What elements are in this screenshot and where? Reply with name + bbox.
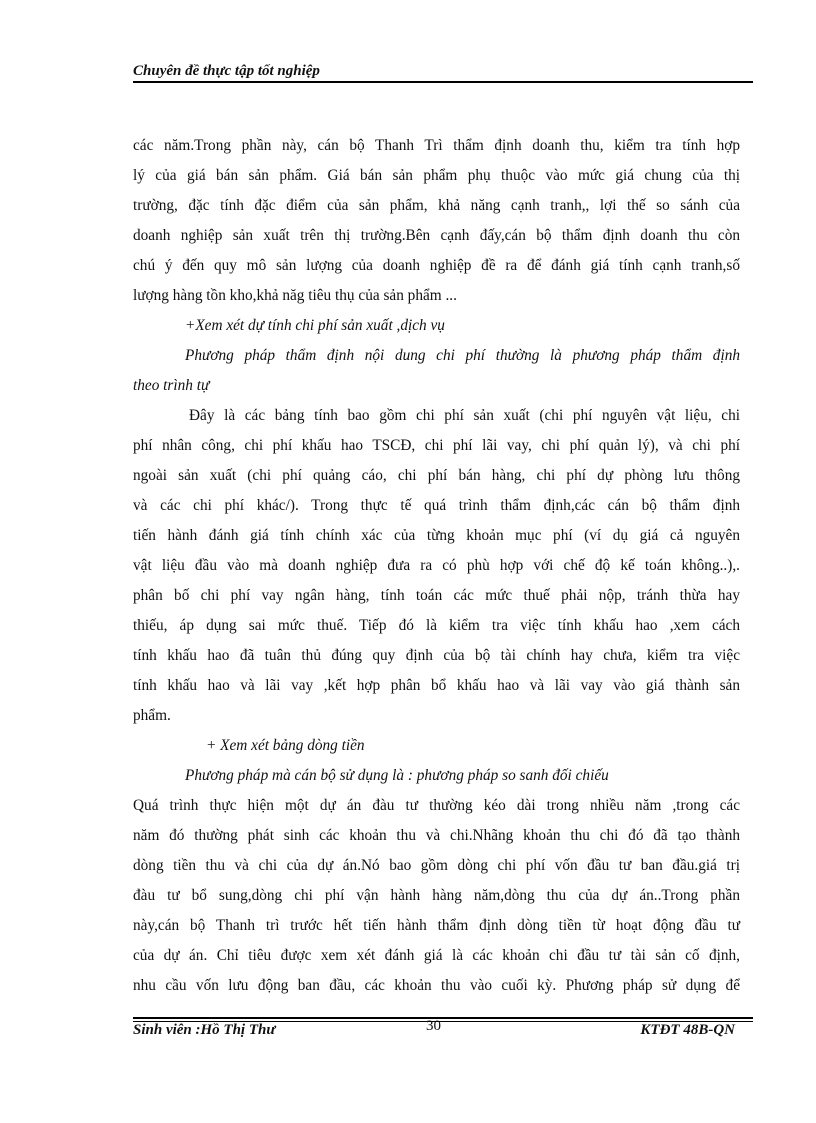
body-text <box>133 131 740 1001</box>
text-line: tính khấu hao và lãi vay ,kết hợp phân bổ khấu hao và lãi vay vào giá thành sản <box>133 677 740 694</box>
text-line: thiếu, áp dụng sai mức thuế. Tiếp đó là kiểm tra việc tính khấu hao ,xem cách <box>133 617 740 634</box>
page-number: 30 <box>426 1018 441 1034</box>
text-line: này,cán bộ Thanh trì trước hết tiến hành thẩm định dòng tiền từ hoạt động đầu tư <box>133 917 740 934</box>
text-line: lý của giá bán sản phẩm. Giá bán sản phẩm phụ thuộc vào mức giá chung của thị <box>133 167 740 184</box>
text-line: lượng hàng tồn kho,khả năg tiêu thụ của sản phẩm ... <box>133 287 457 304</box>
text-line: chú ý đến quy mô sản lượng của doanh nghiệp đề ra để đánh giá tính cạnh tranh,số <box>133 257 740 274</box>
text-line: dòng tiền thu và chi của dự án.Nó bao gồm dòng chi phí vốn đầu tư ban đầu.giá trị <box>133 857 740 874</box>
text-line: doanh nghiệp sản xuất trên thị trường.Bên cạnh đấy,cán bộ thẩm định doanh thu còn <box>133 227 740 244</box>
text-line: phân bố chi phí vay ngân hàng, tính toán các mức thuế phải nộp, tránh thừa hay <box>133 587 740 604</box>
header-title: Chuyên đề thực tập tốt nghiệp <box>133 63 320 79</box>
text-line: của dự án. Chỉ tiêu được xem xét đánh giá là các khoản chi đầu tư tài sản cố định, <box>133 947 740 964</box>
footer-class: KTĐT 48B-QN <box>640 1022 735 1038</box>
text-line: và các chi phí khác/). Trong thực tế quá trình thẩm định,các cán bộ thẩm định <box>133 497 740 514</box>
text-line: năm đó thường phát sinh các khoản thu và chi.Nhãng khoản thu chi đó đã tạo thành <box>133 827 740 844</box>
footer-rule <box>133 1017 753 1019</box>
text-line: vật liệu đầu vào mà doanh nghiệp đưa ra có phù hợp với chế độ kế toán không..),. <box>133 557 740 574</box>
header-rule <box>133 81 753 83</box>
text-line: các năm.Trong phần này, cán bộ Thanh Trì thẩm định doanh thu, kiểm tra tính hợp <box>133 137 740 154</box>
text-line: đàu tư bổ sung,dòng chi phí vận hành hàng năm,dòng thu của dự án..Trong phần <box>133 887 740 904</box>
page-footer <box>133 1018 753 1042</box>
text-line: Đây là các bảng tính bao gồm chi phí sản xuất (chi phí nguyên vật liệu, chi <box>189 407 740 424</box>
footer-student: Sinh viên :Hồ Thị Thư <box>133 1022 276 1038</box>
page-header <box>133 62 753 80</box>
text-line: phẩm. <box>133 707 171 724</box>
text-line: trường, đặc tính đặc điểm của sản phẩm, khả năng cạnh tranh,, lợi thế so sánh của <box>133 197 740 214</box>
text-line: tiến hành đánh giá tính chính xác của từng khoản mục phí (ví dụ giá cả nguyên <box>133 527 740 544</box>
method-line: theo trình tự <box>133 377 210 394</box>
method-line: Phương pháp thẩm định nội dung chi phí thường là phương pháp thẩm định <box>185 347 740 364</box>
text-line: ngoài sản xuất (chi phí quảng cáo, chi phí bán hàng, chi phí dự phòng lưu thông <box>133 467 740 484</box>
text-line: nhu cầu vốn lưu động ban đầu, các khoản thu vào cuối kỳ. Phương pháp sử dụng để <box>133 977 740 994</box>
method-line: Phương pháp mà cán bộ sử dụng là : phương pháp so sanh đối chiếu <box>185 767 609 784</box>
text-line: Quá trình thực hiện một dự án đàu tư thường kéo dài trong nhiều năm ,trong các <box>133 797 740 814</box>
subheading: + Xem xét bảng dòng tiền <box>206 737 365 754</box>
text-line: tính khấu hao đã tuân thủ đúng quy định của bộ tài chính hay chưa, kiểm tra việc <box>133 647 740 664</box>
subheading: +Xem xét dự tính chi phí sản xuất ,dịch vụ <box>185 317 445 334</box>
text-line: phí nhân công, chi phí khấu hao TSCĐ, chi phí lãi vay, chi phí quản lý), và chi phí <box>133 437 740 454</box>
